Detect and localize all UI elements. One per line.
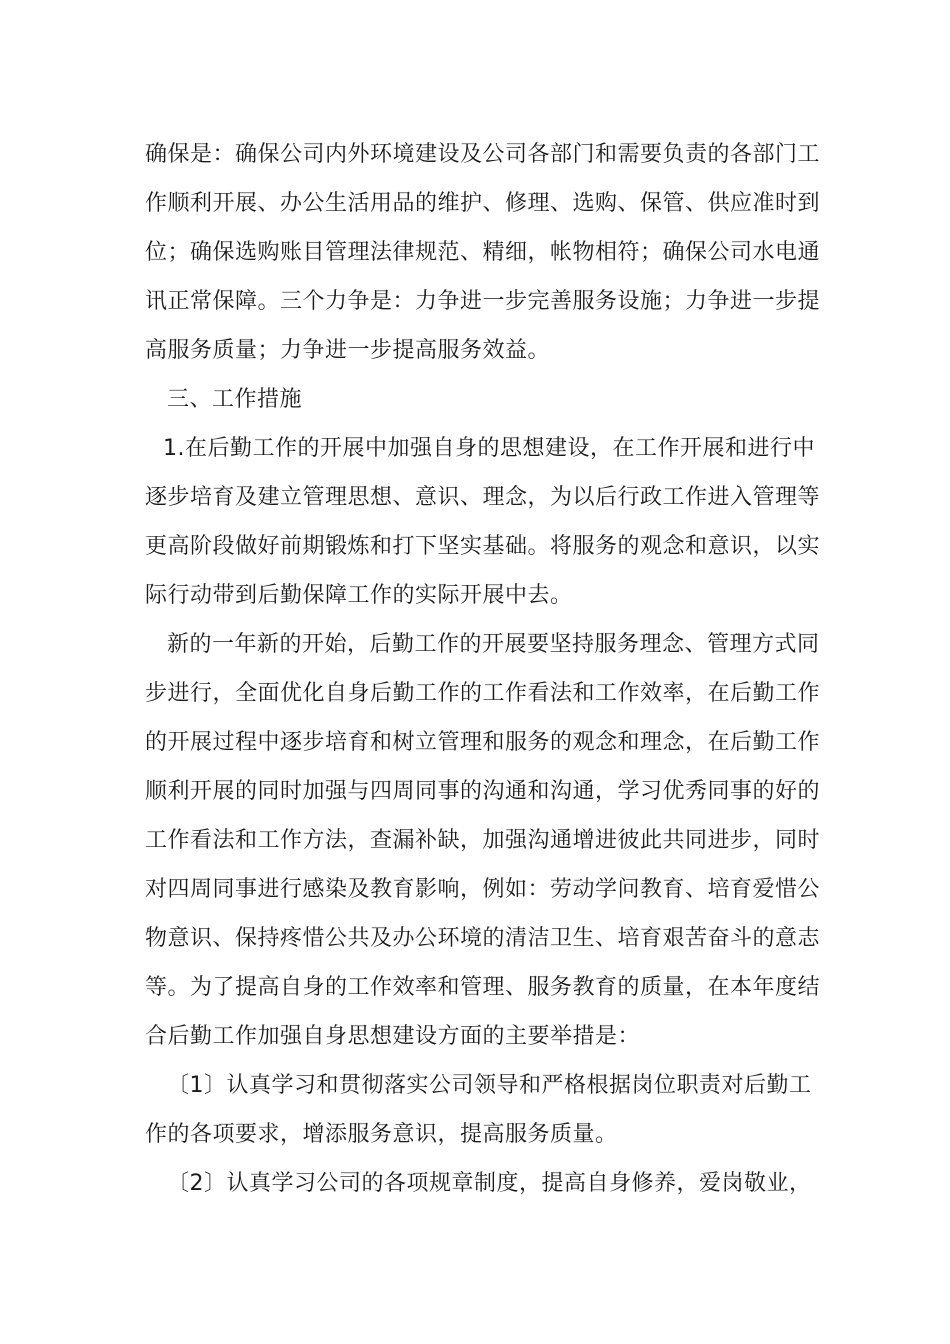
paragraph-measure-1: 1.在后勤工作的开展中加强自身的思想建设，在工作开展和进行中逐步培育及建立管理思想、意识、理念，为以后行政工作进入管理等更高阶段做好前期锻炼和打下坚实基础。将服务的观念和意识，以实际行动带到后勤保障工作的实际开展中去。 bbox=[145, 436, 821, 608]
section-heading-work-measures: 三、工作措施 bbox=[167, 387, 303, 412]
paragraph-new-year: 新的一年新的开始，后勤工作的开展要坚持服务理念、管理方式同步进行，全面优化自身后勤工作的工作看法和工作效率，在后勤工作的开展过程中逐步培育和树立管理和服务的观念和理念，在后勤工作顺利开展的同时加强与四周同事的沟通和沟通，学习优秀同事的好的工作看法和工作方法，查漏补缺，加强沟通增进彼此共同进步，同时对四周同事进行感染及教育影响，例如：劳动学问教育、培育爱惜公物意识、保持疼惜公共及办公环境的清洁卫生、培育艰苦奋斗的意志等。为了提高自身的工作效率和管理、服务教育的质量，在本年度结合后勤工作加强自身思想建设方面的主要举措是： bbox=[145, 632, 821, 1049]
document-body bbox=[145, 130, 825, 1208]
list-item-1: 〔1〕认真学习和贯彻落实公司领导和严格根据岗位职责对后勤工作的各项要求，增添服务意识，提高服务质量。 bbox=[145, 1073, 812, 1147]
list-item-2: 〔2〕认真学习公司的各项规章制度，提高自身修养，爱岗敬业， bbox=[167, 1171, 812, 1196]
paragraph-guarantees: 确保是：确保公司内外环境建设及公司各部门和需要负责的各部门工作顺利开展、办公生活用品的维护、修理、选购、保管、供应准时到位；确保选购账目管理法律规范、精细，帐物相符；确保公司水电通讯正常保障。三个力争是：力争进一步完善服务设施；力争进一步提高服务质量；力争进一步提高服务效益。 bbox=[145, 142, 821, 363]
